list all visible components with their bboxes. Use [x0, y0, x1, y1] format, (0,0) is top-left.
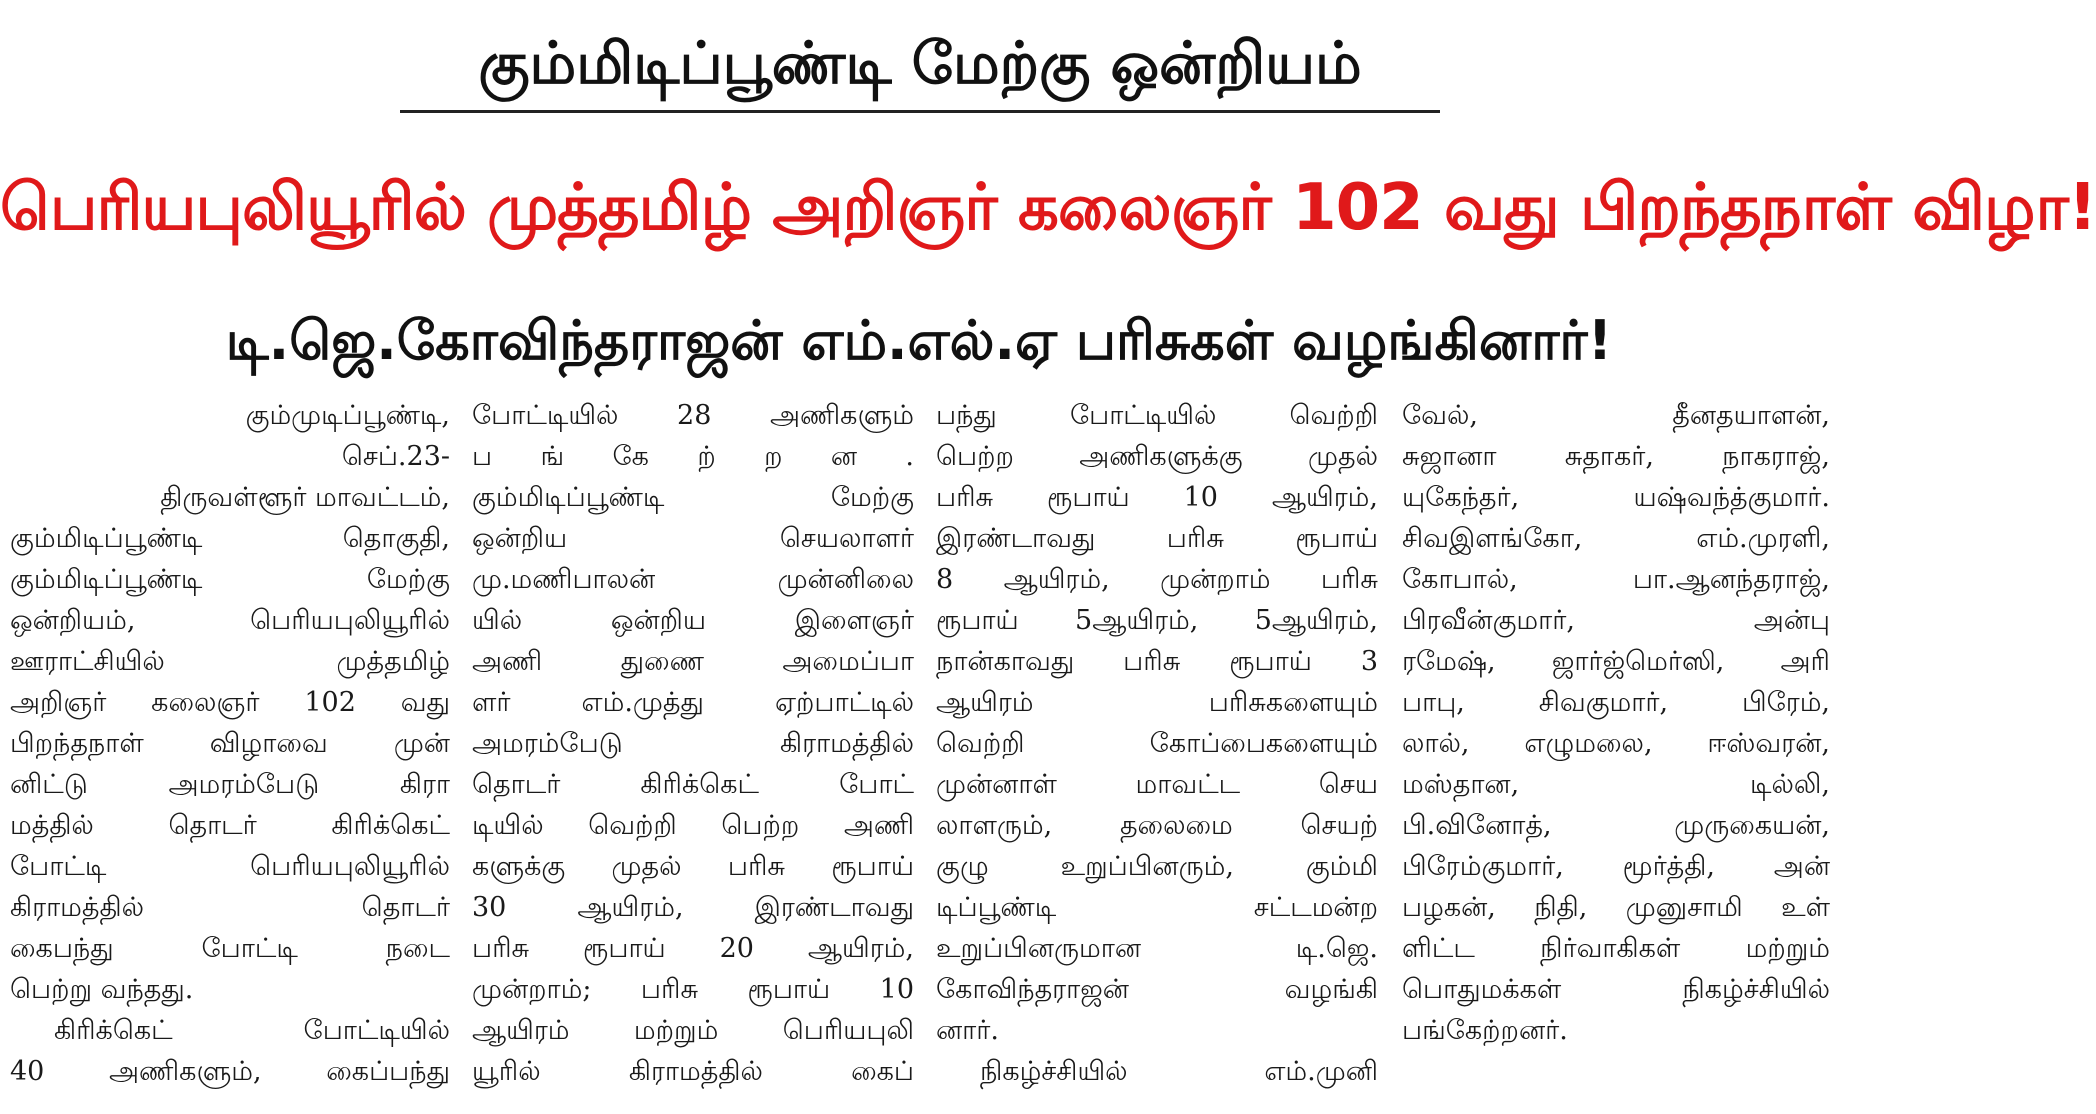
- text-line: யில் ஒன்றிய இளைஞர்: [472, 605, 914, 636]
- text-line: பொதுமக்கள் நிகழ்ச்சியில்: [1402, 974, 1830, 1005]
- text-line: அறிஞர் கலைஞர் 102 வது: [10, 687, 450, 718]
- text-line: கிராமத்தில் தொடர்: [10, 892, 450, 923]
- text-line: பெற்ற அணிகளுக்கு முதல்: [936, 441, 1378, 472]
- text-line: கோபால், பா.ஆனந்தராஜ்,: [1402, 564, 1830, 595]
- text-line: கும்மிடிப்பூண்டி மேற்கு: [10, 564, 450, 595]
- text-line: பாபு, சிவகுமார், பிரேம்,: [1402, 687, 1830, 718]
- text-line: ஒன்றியம், பெரியபுலியூரில்: [10, 605, 450, 636]
- text-line: ப ங் கே ற் ற ன .: [472, 441, 914, 472]
- article-column-2: [472, 395, 914, 1114]
- text-line: ஆயிரம் மற்றும் பெரியபுலி: [472, 1015, 914, 1046]
- text-line: திருவள்ளூர் மாவட்டம்,: [160, 482, 450, 513]
- text-line: பந்து போட்டியில் வெற்றி: [936, 400, 1378, 431]
- text-line: லால், எழுமலை, ஈஸ்வரன்,: [1402, 728, 1830, 759]
- text-line: உறுப்பினருமான டி.ஜெ.: [936, 933, 1378, 964]
- text-line: ரமேஷ், ஜார்ஜ்மெர்ஸி, அரி: [1402, 646, 1830, 677]
- text-line: 30 ஆயிரம், இரண்டாவது: [472, 892, 914, 923]
- text-line: ஒன்றிய செயலாளர்: [472, 523, 914, 554]
- article-body: [0, 395, 1838, 1114]
- text-line: நான்காவது பரிசு ரூபாய் 3: [936, 646, 1378, 677]
- kicker-underline: [400, 110, 1440, 113]
- text-line: 8 ஆயிரம், முன்றாம் பரிசு: [936, 564, 1378, 595]
- text-line: னிட்டு அமரம்பேடு கிரா: [10, 769, 450, 800]
- text-line: சிவஇளங்கோ, எம்.முரளி,: [1402, 523, 1830, 554]
- text-line: ளிட்ட நிர்வாகிகள் மற்றும்: [1402, 933, 1830, 964]
- text-line: களுக்கு முதல் பரிசு ரூபாய்: [472, 851, 914, 882]
- text-line: செப்.23-: [341, 441, 450, 472]
- text-line: கும்மிடிப்பூண்டி தொகுதி,: [10, 523, 450, 554]
- text-line: யூரில் கிராமத்தில் கைப்: [472, 1056, 914, 1087]
- text-line: முன்னாள் மாவட்ட செய: [936, 769, 1378, 800]
- text-line: குழு உறுப்பினரும், கும்மி: [936, 851, 1378, 882]
- article-column-1: [10, 395, 450, 1114]
- text-line: இரண்டாவது பரிசு ரூபாய்: [936, 523, 1378, 554]
- text-line: பங்கேற்றனர்.: [1402, 1015, 1568, 1046]
- text-line: பரிசு ரூபாய் 10 ஆயிரம்,: [936, 482, 1378, 513]
- text-line: தொடர் கிரிக்கெட் போட்: [472, 769, 914, 800]
- article-column-4: [1402, 395, 1830, 1114]
- text-line: போட்டியில் 28 அணிகளும்: [472, 400, 914, 431]
- subheadline: டி.ஜெ.கோவிந்தராஜன் எம்.எல்.ஏ பரிசுகள் வழங்கினார்!: [225, 309, 1613, 372]
- text-line: பிறந்தநாள் விழாவை முன்: [10, 728, 450, 759]
- text-line: கிரிக்கெட் போட்டியில்: [54, 1015, 450, 1046]
- text-line: நிகழ்ச்சியில் எம்.முனி: [980, 1056, 1378, 1087]
- text-line: லாளரும், தலைமை செயற்: [936, 810, 1378, 841]
- text-line: பி.வினோத், முருகையன்,: [1402, 810, 1830, 841]
- text-line: மஸ்தான, டில்லி,: [1402, 769, 1830, 800]
- text-line: அணி துணை அமைப்பா: [472, 646, 914, 677]
- text-line: டிப்பூண்டி சட்டமன்ற: [936, 892, 1378, 923]
- text-line: யுகேந்தர், யஷ்வந்த்குமார்.: [1402, 482, 1830, 513]
- text-line: மத்தில் தொடர் கிரிக்கெட்: [10, 810, 450, 841]
- article-header: [0, 0, 2096, 400]
- text-line: முன்றாம்; பரிசு ரூபாய் 10: [472, 974, 914, 1005]
- text-line: கைபந்து போட்டி நடை: [10, 933, 450, 964]
- article-column-3: [936, 395, 1378, 1114]
- text-line: மு.மணிபாலன் முன்னிலை: [472, 564, 914, 595]
- text-line: ஆயிரம் பரிசுகளையும்: [936, 687, 1378, 718]
- text-line: கும்மிடிப்பூண்டி மேற்கு: [472, 482, 914, 513]
- text-line: பெற்று வந்தது.: [10, 974, 194, 1005]
- text-line: பிரவீன்குமார், அன்பு: [1402, 605, 1830, 636]
- headline: பெரியபுலியூரில் முத்தமிழ் அறிஞர் கலைஞர் 102 வது பிறந்தநாள் விழா!: [0, 171, 2096, 245]
- text-line: சுஜானா சுதாகர், நாகராஜ்,: [1402, 441, 1830, 472]
- text-line: பழகன், நிதி, முனுசாமி உள்: [1402, 892, 1830, 923]
- kicker-title: கும்மிடிப்பூண்டி மேற்கு ஒன்றியம்: [478, 29, 1362, 97]
- text-line: னார்.: [936, 1015, 999, 1046]
- text-line: ஊராட்சியில் முத்தமிழ்: [10, 646, 450, 677]
- text-line: ளர் எம்.முத்து ஏற்பாட்டில்: [472, 687, 914, 718]
- text-line: 40 அணிகளும், கைப்பந்து: [10, 1056, 450, 1087]
- text-line: பரிசு ரூபாய் 20 ஆயிரம்,: [472, 933, 914, 964]
- text-line: அமரம்பேடு கிராமத்தில்: [472, 728, 914, 759]
- text-line: கோவிந்தராஜன் வழங்கி: [936, 974, 1378, 1005]
- text-line: வேல், தீனதயாளன்,: [1402, 400, 1830, 431]
- text-line: போட்டி பெரியபுலியூரில்: [10, 851, 450, 882]
- text-line: டியில் வெற்றி பெற்ற அணி: [472, 810, 914, 841]
- text-line: பிரேம்குமார், மூர்த்தி, அன்: [1402, 851, 1830, 882]
- text-line: வெற்றி கோப்பைகளையும்: [936, 728, 1378, 759]
- text-line: கும்முடிப்பூண்டி,: [245, 400, 450, 431]
- text-line: ரூபாய் 5ஆயிரம், 5ஆயிரம்,: [936, 605, 1378, 636]
